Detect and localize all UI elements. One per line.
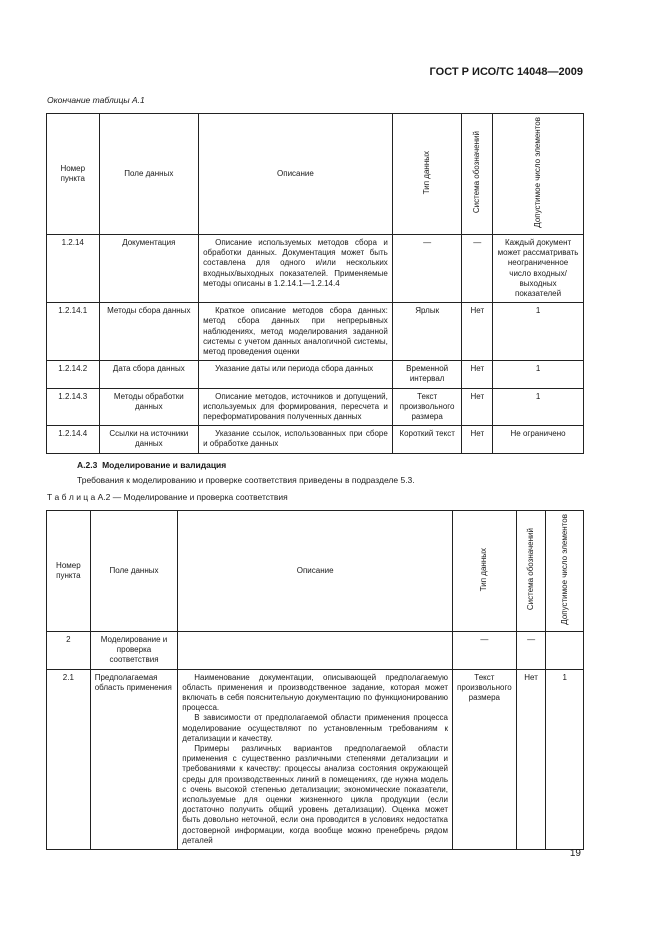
cell-count: 1 bbox=[493, 361, 584, 388]
table-row bbox=[47, 426, 584, 453]
cell-type: Текст произвольного размера bbox=[392, 388, 462, 426]
cell-field: Методы сбора данных bbox=[99, 303, 199, 361]
header-notation: Система обозначений bbox=[462, 114, 493, 235]
description-paragraph: В зависимости от предполагаемой области применения процесса моделирование осуществляют по установленным требованиям к детализации и качеству. bbox=[182, 713, 448, 743]
cell-description bbox=[178, 669, 453, 849]
cell-type: — bbox=[392, 234, 462, 302]
header-allowed-count: Допустимое число элементов bbox=[493, 114, 584, 235]
table-row bbox=[47, 669, 584, 849]
cell-count: 1 bbox=[493, 388, 584, 426]
cell-count: 1 bbox=[546, 669, 584, 849]
cell-description: Краткое описание методов сбора данных: метод сбора данных при непрерывных наблюдениях, метод моделирования заданной системы с учетом данных аналогичной системы, метод проведения оценки bbox=[199, 303, 393, 361]
cell-number: 1.2.14.1 bbox=[47, 303, 100, 361]
header-data-field: Поле данных bbox=[90, 511, 178, 632]
cell-field: Документация bbox=[99, 234, 199, 302]
cell-description: Описание методов, источников и допущений, используемых для формирования, пересчета и переформатирования полученных данных bbox=[199, 388, 393, 426]
cell-number: 1.2.14.4 bbox=[47, 426, 100, 453]
cell-description: Указание даты или периода сбора данных bbox=[199, 361, 393, 388]
cell-description bbox=[178, 631, 453, 669]
cell-type: Короткий текст bbox=[392, 426, 462, 453]
table-row bbox=[47, 631, 584, 669]
document-code: ГОСТ Р ИСО/ТС 14048—2009 bbox=[429, 66, 583, 78]
cell-description: Описание используемых методов сбора и обработки данных. Документация может быть составлена для одного и/или нескольких входных/выходных показателей. Применяемые методы описаны в 1.2.14.1—1.2.14.4 bbox=[199, 234, 393, 302]
cell-notation: Нет bbox=[516, 669, 546, 849]
table2-caption: Т а б л и ц а А.2 — Моделирование и проверка соответствия bbox=[47, 492, 288, 502]
table-row bbox=[47, 388, 584, 426]
header-allowed-count: Допустимое число элементов bbox=[546, 511, 584, 632]
cell-type: Временной интервал bbox=[392, 361, 462, 388]
table1-caption: Окончание таблицы А.1 bbox=[47, 95, 145, 105]
cell-notation: Нет bbox=[462, 361, 493, 388]
header-description: Описание bbox=[199, 114, 393, 235]
cell-type: — bbox=[453, 631, 517, 669]
cell-notation: Нет bbox=[462, 303, 493, 361]
cell-field: Дата сбора данных bbox=[99, 361, 199, 388]
cell-number: 1.2.14.3 bbox=[47, 388, 100, 426]
cell-notation: — bbox=[516, 631, 546, 669]
cell-number: 1.2.14.2 bbox=[47, 361, 100, 388]
cell-number: 2 bbox=[47, 631, 91, 669]
cell-count bbox=[546, 631, 584, 669]
cell-field: Методы обработки данных bbox=[99, 388, 199, 426]
table-a2 bbox=[46, 510, 584, 850]
cell-type: Текст произвольного размера bbox=[453, 669, 517, 849]
description-paragraph: Примеры различных вариантов предполагаемой области применения с существенно различными степенями детализации и требованиями к качеству: процессы анализа состояния окружающей среды для производственных линий в помещениях, где нужна модель с очень высокой степенью детализации; экономические показатели, используемые для оценки жизненного цикла продукции (если достаточно получить общий уровень детализации). Оценка может быть довольно неточной, если она проводится в условиях недостатка достоверной информации, когда вообще можно пренебречь рядом деталей bbox=[182, 743, 448, 845]
section-text: Требования к моделированию и проверке соответствия приведены в подразделе 5.3. bbox=[77, 475, 415, 485]
table-a1-end bbox=[46, 113, 584, 454]
cell-count: 1 bbox=[493, 303, 584, 361]
section-title: Моделирование и валидация bbox=[102, 460, 227, 470]
header-item-number: Номер пункта bbox=[47, 114, 100, 235]
header-item-number: Номер пункта bbox=[47, 511, 91, 632]
header-data-field: Поле данных bbox=[99, 114, 199, 235]
cell-type: Ярлык bbox=[392, 303, 462, 361]
cell-notation: Нет bbox=[462, 388, 493, 426]
page-number: 19 bbox=[569, 848, 581, 859]
cell-description: Указание ссылок, использованных при сборе и обработке данных bbox=[199, 426, 393, 453]
cell-count: Не ограничено bbox=[493, 426, 584, 453]
cell-notation: Нет bbox=[462, 426, 493, 453]
cell-field: Предполагаемая область применения bbox=[90, 669, 178, 849]
cell-field: Моделирование и проверка соответствия bbox=[90, 631, 178, 669]
header-notation: Система обозначений bbox=[516, 511, 546, 632]
table-row bbox=[47, 361, 584, 388]
cell-field: Ссылки на источники данных bbox=[99, 426, 199, 453]
header-data-type: Тип данных bbox=[453, 511, 517, 632]
header-data-type: Тип данных bbox=[392, 114, 462, 235]
cell-notation: — bbox=[462, 234, 493, 302]
section-number: А.2.3 bbox=[77, 460, 98, 470]
header-description: Описание bbox=[178, 511, 453, 632]
cell-number: 1.2.14 bbox=[47, 234, 100, 302]
table-row bbox=[47, 234, 584, 302]
cell-number: 2.1 bbox=[47, 669, 91, 849]
description-paragraph: Наименование документации, описывающей предполагаемую область применения и производственное задание, которая может включать в себя пояснительную документацию по функционированию процесса. bbox=[182, 672, 448, 713]
section-heading bbox=[77, 460, 226, 470]
table-row bbox=[47, 303, 584, 361]
cell-count: Каждый документ может рассматривать неограниченное число входных/выходных показателей bbox=[493, 234, 584, 302]
